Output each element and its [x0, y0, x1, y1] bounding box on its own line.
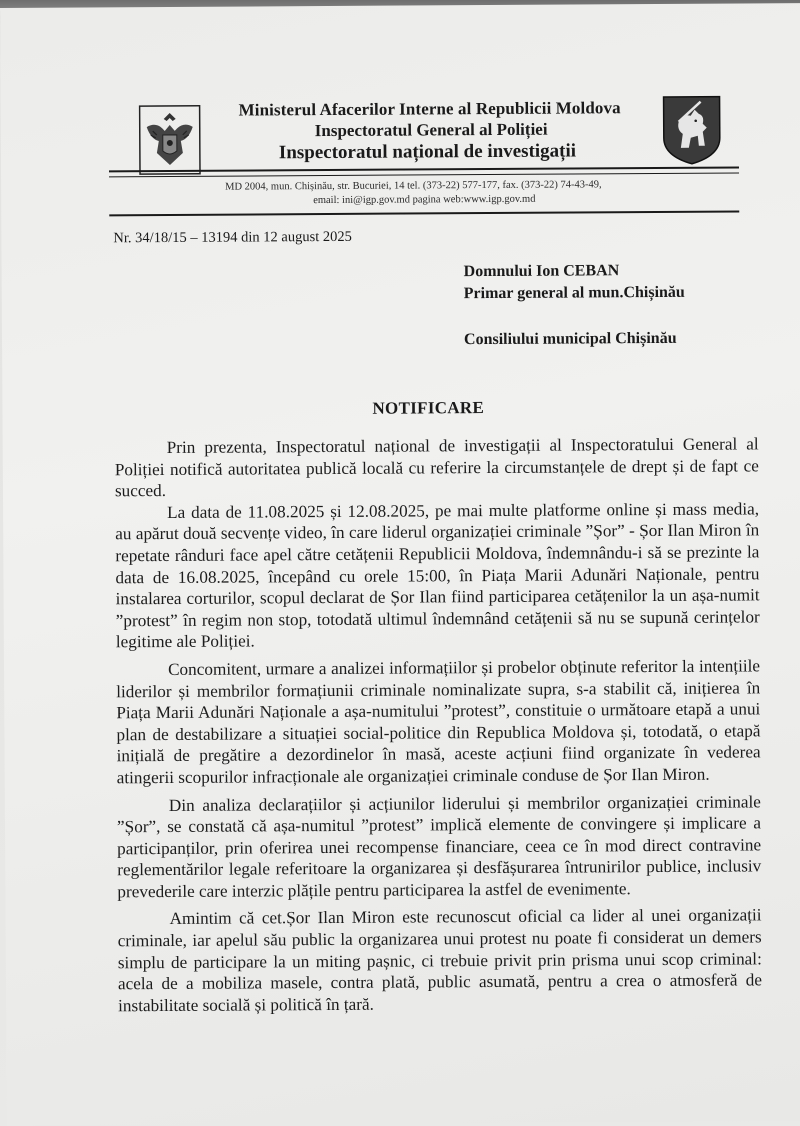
contact-email-web: email: ini@igp.gov.md pagina web:www.igp.gov.md: [313, 193, 536, 207]
paragraph: La data de 11.08.2025 și 12.08.2025, pe mai multe platforme online și mass media, au apărut două secvențe video, în care liderul organizației criminale ”Șor” - Șor Ilan Miron în repetate rânduri face apel către cetățenii Republicii Moldova, îndemnându-i să se prezinte la data de 16.08.2025, începând cu orele 15:00, în Piața Marii Adunări Naționale, pentru instalarea corturilor, scopul declarat de Șor Ilan fiind participarea cetățenilor la un așa-numit ”protest” în regim non stop, totodată ultimul îndemnând cetățenii să nu se supună cerințelor legitime ale Poliției.: [115, 499, 760, 652]
police-lion-emblem-icon: [661, 94, 723, 168]
reference-number: Nr. 34/18/15 – 13194 din 12 august 2025: [113, 228, 352, 247]
moldova-coat-of-arms-icon: [139, 105, 201, 179]
unit-name: Inspectoratul național de investigații: [278, 140, 577, 164]
header-divider-thin: [109, 172, 739, 177]
ministry-name: Ministerul Afacerilor Interne al Republicii Moldova: [238, 98, 621, 120]
addressee-name: Domnului Ion CEBAN: [463, 262, 620, 281]
inspectorate-name: Inspectoratul General al Poliției: [314, 119, 548, 141]
paragraph: Din analiza declarațiilor și acțiunilor liderului și membrilor organizației criminale ”Șor”, se constată că așa-numitul ”protest” implică elemente de convingere și implicare a participanților, prin oferirea unei recompense financiare, ceea ce în mod direct contravine reglementărilor legale referitoare la organizarea și desfășurarea întrunirilor publice, inclusiv prevederile care interzic plățile pentru participarea la astfel de evenimente.: [116, 791, 762, 902]
document-body: [115, 433, 763, 1016]
contact-address: MD 2004, mun. Chișinău, str. Bucuriei, 14 tel. (373-22) 577-177, fax. (373-22) 74-43-49,: [225, 179, 602, 193]
paragraph: Concomitent, urmare a analizei informațiilor și probelor obținute referitor la intențiile liderilor și membrilor formațiunii criminale nominalizate supra, s-a stabilit că, inițierea în Piața Marii Adunări Naționale a așa-numitului ”protest”, constituie o următoare etapă a unui plan de destabilizare a situației social-politice din Republica Moldova și, totodată, o etapă inițială de pregătire a dezordinelor în masă, aceste acțiuni fiind organizate în vederea atingerii scopurilor infracționale ale organizației criminale conduse de Șor Ilan Miron.: [116, 656, 761, 788]
document-page: [0, 3, 800, 1126]
addressee-title: Primar general al mun.Chișinău: [463, 283, 685, 303]
header-divider-thick: [109, 166, 739, 172]
contact-divider: [109, 210, 739, 216]
document-title: NOTIFICARE: [372, 398, 485, 418]
paragraph: Amintim că cet.Șor Ilan Miron este recunoscut oficial ca lider al unei organizații criminale, iar apelul său public la organizarea unui protest nu poate fi considerat un demers simplu de participare la un miting pașnic, ci trebuie privit prin prisma unui scop criminal: acela de a mobiliza masele, contra plată, public asumată, pentru a crea o atmosferă de instabilitate socială și politică în țară.: [117, 905, 763, 1016]
addressee-council: Consiliului municipal Chișinău: [463, 329, 677, 349]
paragraph: Prin prezenta, Inspectoratul național de investigații al Inspectoratului General al Poliției notifică autoritatea publică locală cu referire la circumstanțele de drept și de fapt ce succed.: [114, 434, 759, 501]
